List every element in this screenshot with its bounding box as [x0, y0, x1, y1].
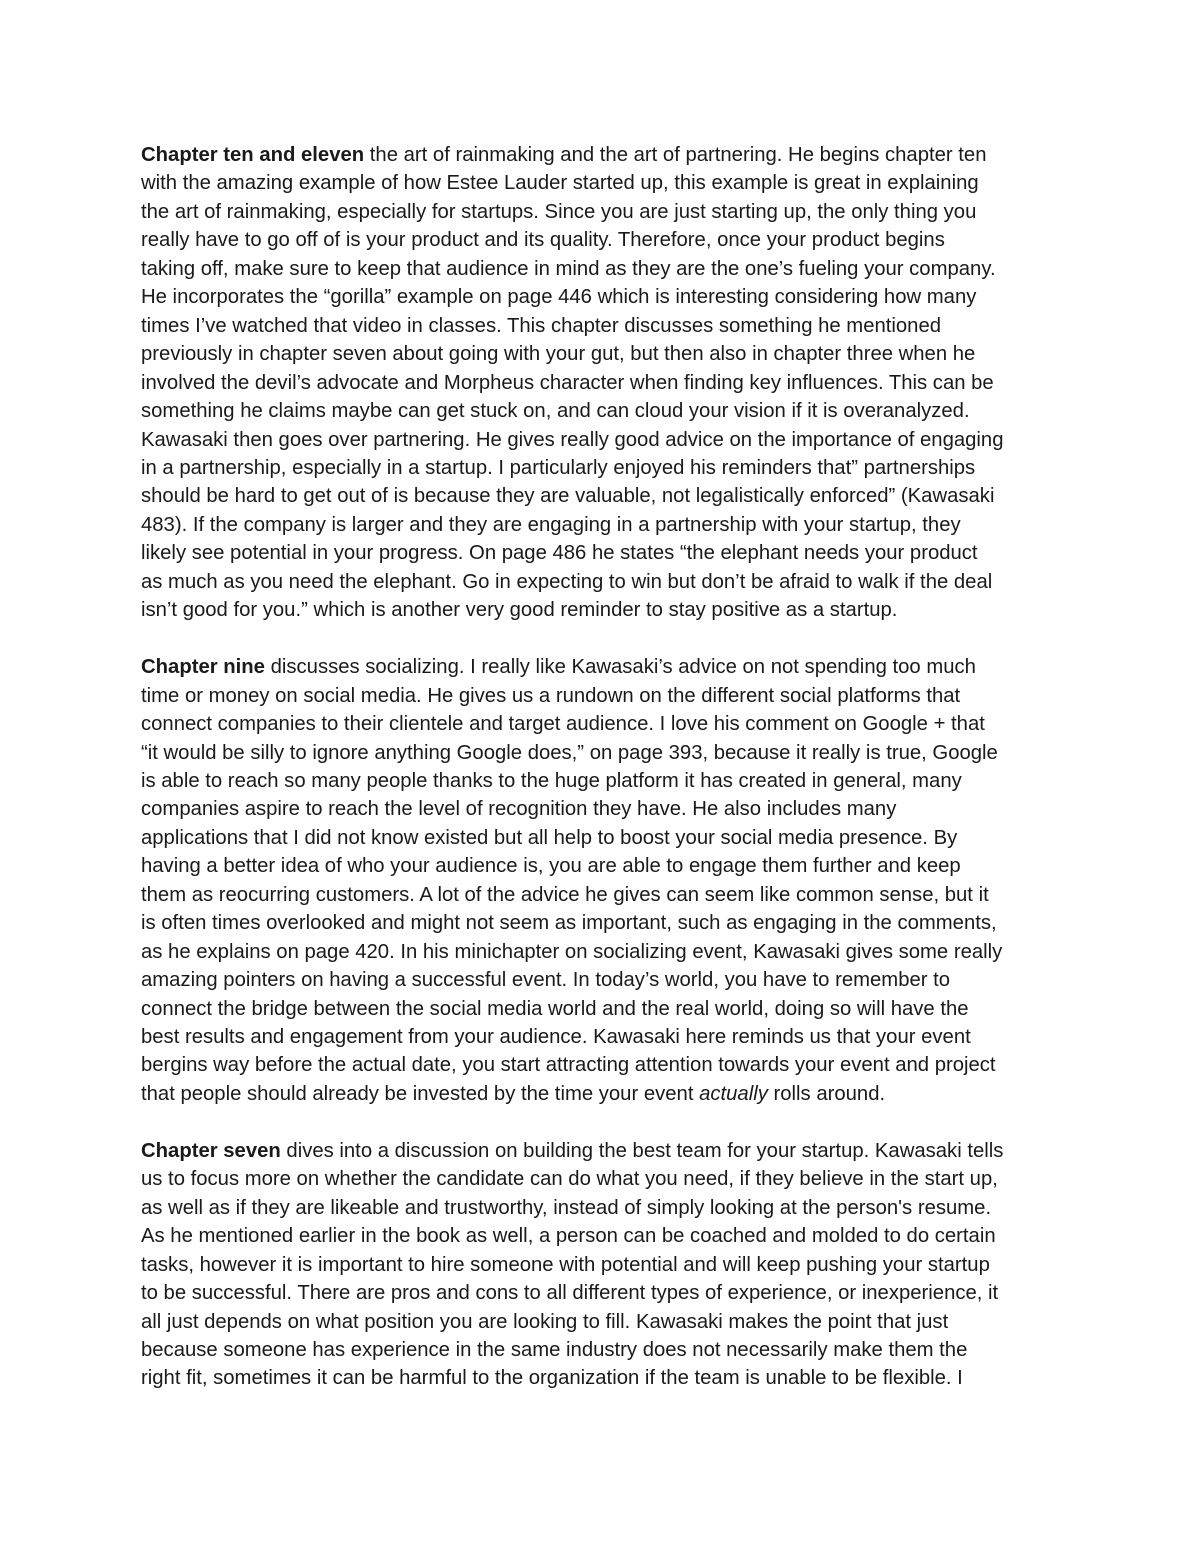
text-line: in a partnership, especially in a startup. I particularly enjoyed his reminders that” partnerships	[141, 456, 976, 479]
text-line: something he claims maybe can get stuck on, and can cloud your vision if it is overanalyzed.	[141, 400, 970, 423]
text-line: taking off, make sure to keep that audience in mind as they are the one’s fueling your company.	[141, 257, 996, 280]
paragraph-chapter-seven	[141, 1137, 1071, 1393]
paragraph-heading: Chapter ten and eleven	[141, 144, 365, 166]
text-line: Kawasaki then goes over partnering. He gives really good advice on the importance of engaging	[141, 428, 1004, 451]
text-line: as he explains on page 420. In his minichapter on socializing event, Kawasaki gives some really	[141, 940, 1003, 963]
text-line: likely see potential in your progress. On page 486 he states “the elephant needs your product	[141, 542, 978, 565]
text-line	[141, 1137, 1071, 1165]
text-line: right fit, sometimes it can be harmful to the organization if the team is unable to be flexible. I	[141, 1367, 963, 1390]
line-text: discusses socializing. I really like Kawasaki’s advice on not spending too much	[264, 656, 976, 679]
line-text: the art of rainmaking and the art of partnering. He begins chapter ten	[364, 144, 987, 166]
line-text: rolls around.	[767, 1082, 886, 1105]
text-line: amazing pointers on having a successful event. In today’s world, you have to remember to	[141, 969, 951, 992]
text-line: As he mentioned earlier in the book as well, a person can be coached and molded to do certain	[141, 1225, 996, 1248]
text-line: should be hard to get out of is because they are valuable, not legalistically enforced” (Kawasaki	[141, 485, 995, 508]
text-line: involved the devil’s advocate and Morpheus character when finding key influences. This can be	[141, 371, 994, 394]
line-text: dives into a discussion on building the best team for your startup. Kawasaki tells	[280, 1139, 1004, 1162]
text-line: is able to reach so many people thanks to the huge platform it has created in general, many	[141, 769, 962, 792]
text-line: having a better idea of who your audience is, you are able to engage them further and keep	[141, 855, 961, 878]
text-line: really have to go off of is your product and its quality. Therefore, once your product begins	[141, 229, 945, 252]
text-line: He incorporates the “gorilla” example on page 446 which is interesting considering how many	[141, 286, 977, 309]
paragraph-chapter-nine	[141, 653, 1071, 1108]
text-line: 483). If the company is larger and they are engaging in a partnership with your startup, they	[141, 513, 961, 536]
text-line: with the amazing example of how Estee Lauder started up, this example is great in explaining	[141, 172, 979, 195]
text-line	[141, 141, 1071, 169]
text-line: because someone has experience in the same industry does not necessarily make them the	[141, 1339, 968, 1361]
text-line	[141, 1080, 1071, 1108]
text-line	[141, 653, 1071, 681]
text-line: as much as you need the elephant. Go in expecting to win but don’t be afraid to walk if the deal	[141, 570, 993, 593]
text-line: us to focus more on whether the candidate can do what you need, if they believe in the start up,	[141, 1168, 998, 1191]
paragraph-heading: Chapter seven	[141, 1139, 281, 1162]
text-line: applications that I did not know existed but all help to boost your social media presence. By	[141, 826, 958, 849]
text-line: “it would be silly to ignore anything Google does,” on page 393, because it really is true, Google	[141, 741, 998, 764]
text-line: bergins way before the actual date, you start attracting attention towards your event and project	[141, 1054, 996, 1077]
document-body	[141, 141, 1071, 1421]
text-line: as well as if they are likeable and trustworthy, instead of simply looking at the person's resume.	[141, 1196, 992, 1219]
line-text: that people should already be invested by the time your event	[141, 1082, 700, 1105]
text-line: companies aspire to reach the level of recognition they have. He also includes many	[141, 798, 897, 821]
text-line: connect the bridge between the social media world and the real world, doing so will have the	[141, 997, 969, 1020]
text-line: best results and engagement from your audience. Kawasaki here reminds us that your event	[141, 1026, 971, 1049]
text-line: times I’ve watched that video in classes. This chapter discusses something he mentioned	[141, 314, 942, 337]
paragraph-heading: Chapter nine	[141, 656, 265, 679]
text-line: the art of rainmaking, especially for startups. Since you are just starting up, the only thing you	[141, 200, 977, 223]
text-line: time or money on social media. He gives us a rundown on the different social platforms that	[141, 684, 961, 707]
text-line: them as reocurring customers. A lot of the advice he gives can seem like common sense, but it	[141, 883, 989, 906]
text-line: connect companies to their clientele and target audience. I love his comment on Google + that	[141, 713, 985, 736]
paragraph-chapter-ten-eleven	[141, 141, 1071, 625]
text-line: to be successful. There are pros and cons to all different types of experience, or inexperience, it	[141, 1282, 999, 1305]
emphasized-word: actually	[699, 1082, 768, 1105]
text-line: all just depends on what position you are looking to fill. Kawasaki makes the point that just	[141, 1310, 949, 1333]
text-line: isn’t good for you.” which is another very good reminder to stay positive as a startup.	[141, 599, 898, 622]
text-line: previously in chapter seven about going with your gut, but then also in chapter three when he	[141, 343, 976, 366]
text-line: is often times overlooked and might not seem as important, such as engaging in the comments,	[141, 912, 997, 935]
text-line: tasks, however it is important to hire someone with potential and will keep pushing your startup	[141, 1253, 990, 1276]
